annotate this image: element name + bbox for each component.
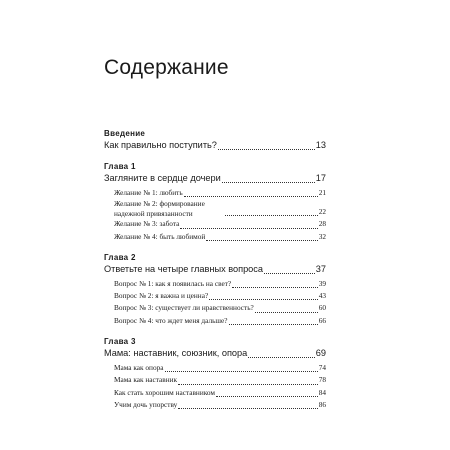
toc-subentry-page: 32 (318, 231, 326, 241)
toc-subentry (104, 302, 326, 314)
toc-entry-intro (104, 139, 326, 152)
toc-subentry (104, 290, 326, 302)
dot-leader (248, 357, 315, 358)
toc-subentry (104, 231, 326, 243)
toc-subentry-text: Как стать хорошим наставником (114, 387, 216, 397)
toc-entry-page: 37 (315, 263, 326, 274)
toc-entry-chapter-2 (104, 263, 326, 276)
toc-subentry-text: Желание № 2: формирование надежной привязанности (114, 199, 205, 218)
toc-subentry (104, 278, 326, 290)
dot-leader (218, 149, 315, 150)
dot-leader (222, 182, 315, 183)
dot-leader (229, 324, 318, 325)
dot-leader (264, 273, 315, 274)
toc-entry-text: Как правильно поступить? (104, 140, 217, 150)
toc-subentry-page: 74 (318, 363, 326, 373)
toc-subentry (104, 387, 326, 399)
toc-subentry-text: Желание № 4: быть любимой (114, 231, 206, 241)
toc-subentry-text: Вопрос № 1: как я появилась на свет? (114, 278, 232, 288)
dot-leader (178, 384, 318, 385)
toc-subentry-page: 60 (318, 303, 326, 313)
chapter-2-heading: Глава 2 (104, 252, 136, 262)
toc-subentry-text: Мама как опора (114, 363, 164, 373)
dot-leader (178, 408, 317, 409)
toc-entry-chapter-3 (104, 347, 326, 360)
toc-entry-text: Ответьте на четыре главных вопроса (104, 263, 263, 274)
toc-subentry-page: 86 (318, 399, 326, 409)
dot-leader (206, 240, 317, 241)
toc-subentry-text: Желание № 1: любить (114, 188, 183, 197)
toc-subentry-text: Вопрос № 2: я важна и ценна? (114, 291, 209, 301)
chapter-3-heading: Глава 3 (104, 337, 136, 347)
toc-subentry-text: Мама как наставник (114, 375, 178, 385)
dot-leader (180, 228, 317, 229)
toc-subentry (104, 187, 326, 199)
toc-subentry (104, 362, 326, 374)
toc-subentry-page: 28 (318, 219, 326, 229)
toc-subentry-page: 78 (318, 375, 326, 385)
toc-subentry-text: Вопрос № 4: что ждет меня дальше? (114, 315, 228, 325)
toc-entry-text: Загляните в сердце дочери (104, 173, 221, 183)
dot-leader (209, 299, 318, 300)
toc-subentry-page: 21 (318, 188, 326, 197)
dot-leader (232, 287, 318, 288)
toc-subentry (104, 315, 326, 327)
toc-subentry (104, 374, 326, 386)
toc-subentry-text: Вопрос № 3: существует ли нравственность? (114, 303, 254, 313)
dot-leader (184, 196, 318, 197)
toc-entry-text: Мама: наставник, союзник, опора (104, 348, 248, 359)
toc-entry-chapter-1 (104, 172, 326, 185)
chapter-1-heading: Глава 1 (104, 162, 136, 171)
toc-subentry-text: Учим дочь упорству (114, 399, 178, 409)
dot-leader (216, 396, 318, 397)
toc-subentry-page: 22 (318, 207, 326, 216)
toc-subentry (104, 199, 326, 218)
toc-subentry-page: 66 (318, 315, 326, 325)
toc-subentry (104, 218, 326, 230)
table-of-contents (104, 128, 326, 411)
toc-entry-page: 13 (315, 140, 326, 150)
toc-entry-page: 69 (315, 348, 326, 359)
toc-subentry-text: Желание № 3: забота (114, 219, 180, 229)
dot-leader (225, 215, 318, 216)
toc-subentry (104, 399, 326, 411)
intro-heading: Введение (104, 129, 146, 138)
toc-subentry-page: 43 (318, 291, 326, 301)
page-title: Содержание (104, 56, 229, 79)
dot-leader (255, 312, 318, 313)
dot-leader (165, 371, 318, 372)
toc-subentry-page: 84 (318, 387, 326, 397)
toc-subentry-page: 39 (318, 278, 326, 288)
toc-entry-page: 17 (315, 173, 326, 183)
